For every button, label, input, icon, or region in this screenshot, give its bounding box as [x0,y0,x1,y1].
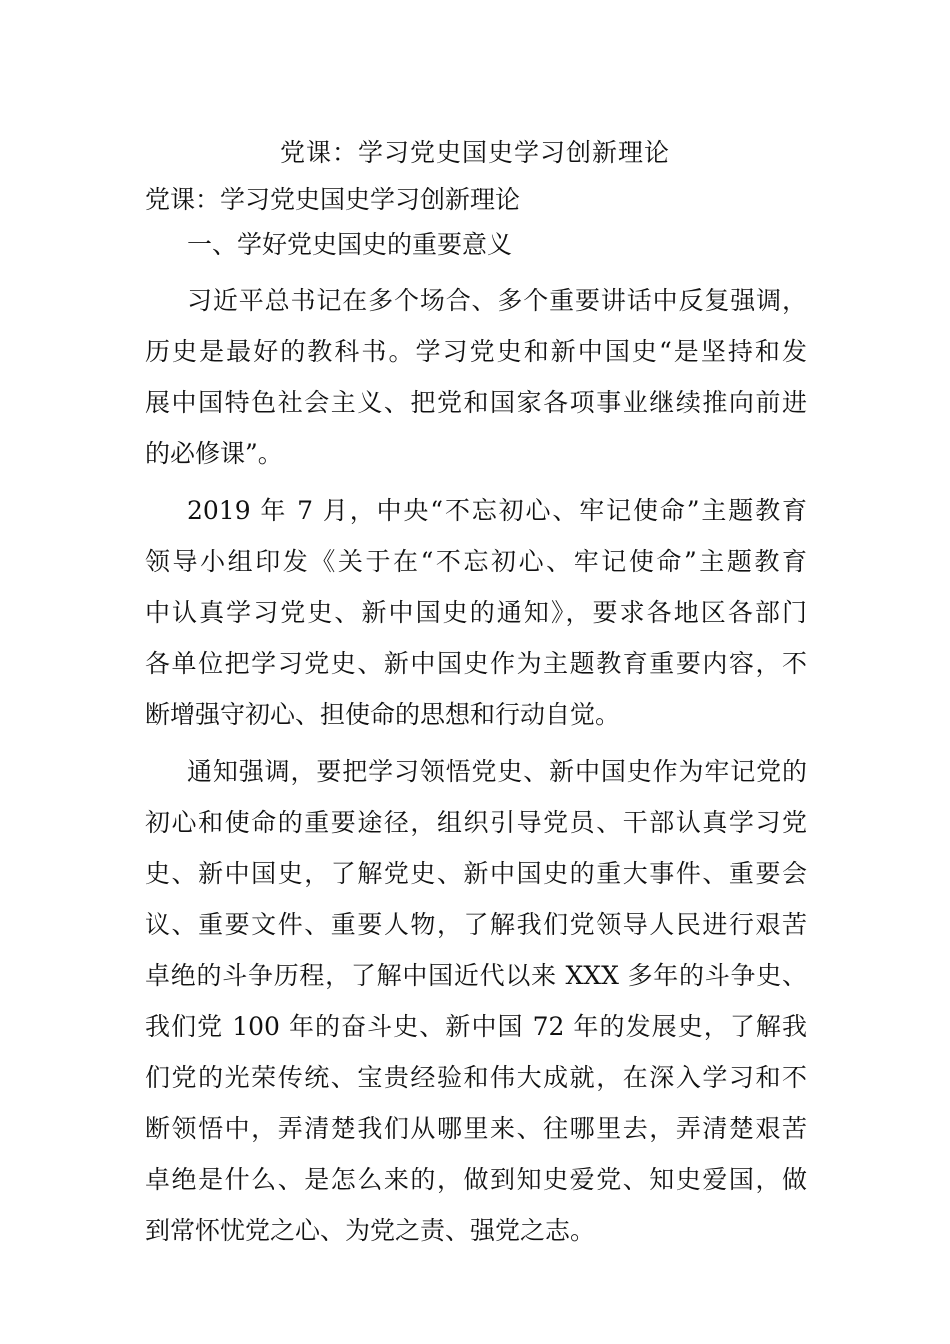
paragraph-line: 们党的光荣传统、宝贵经验和伟大成就，在深入学习和不 [145,1063,807,1092]
document-subtitle: 党课：学习党史国史学习创新理论 [145,185,521,214]
paragraph-line: 卓绝是什么、是怎么来的，做到知史爱党、知史爱国，做 [145,1165,807,1194]
paragraph-line: 初心和使命的重要途径，组织引导党员、干部认真学习党 [145,808,807,837]
paragraph-line: 各单位把学习党史、新中国史作为主题教育重要内容，不 [145,649,807,678]
document-body [145,180,807,1256]
paragraph-line: 断增强守初心、担使命的思想和行动自觉。 [145,700,621,729]
paragraph-2 [145,485,807,740]
paragraph-line: 我们党 100 年的奋斗史、新中国 72 年的发展史，了解我 [145,1012,807,1041]
section-heading: 一、学好党史国史的重要意义 [187,230,513,259]
paragraph-1 [145,275,807,479]
paragraph-line: 的必修课”。 [145,439,283,468]
document-title: 党课：学习党史国史学习创新理论 [279,138,670,167]
paragraph-line: 2019 年 7 月，中央“不忘初心、牢记使命”主题教育 [187,496,807,525]
paragraph-line: 史、新中国史，了解党史、新中国史的重大事件、重要会 [145,859,807,888]
paragraph-line: 断领悟中，弄清楚我们从哪里来、往哪里去，弄清楚艰苦 [145,1114,807,1143]
paragraph-line: 通知强调，要把学习领悟党史、新中国史作为牢记党的 [187,757,807,786]
paragraph-line: 领导小组印发《关于在“不忘初心、牢记使命”主题教育 [145,547,807,576]
paragraph-line: 卓绝的斗争历程，了解中国近代以来 XXX 多年的斗争史、 [145,961,807,990]
paragraph-line: 历史是最好的教科书。学习党史和新中国史“是坚持和发 [145,337,807,366]
paragraph-line: 到常怀忧党之心、为党之责、强党之志。 [145,1216,596,1245]
paragraph-line: 展中国特色社会主义、把党和国家各项事业继续推向前进 [145,388,807,417]
paragraph-line: 议、重要文件、重要人物，了解我们党领导人民进行艰苦 [145,910,807,939]
paragraph-line: 习近平总书记在多个场合、多个重要讲话中反复强调， [187,286,807,315]
paragraph-3 [145,746,807,1256]
paragraph-line: 中认真学习党史、新中国史的通知》，要求各地区各部门 [145,598,807,627]
